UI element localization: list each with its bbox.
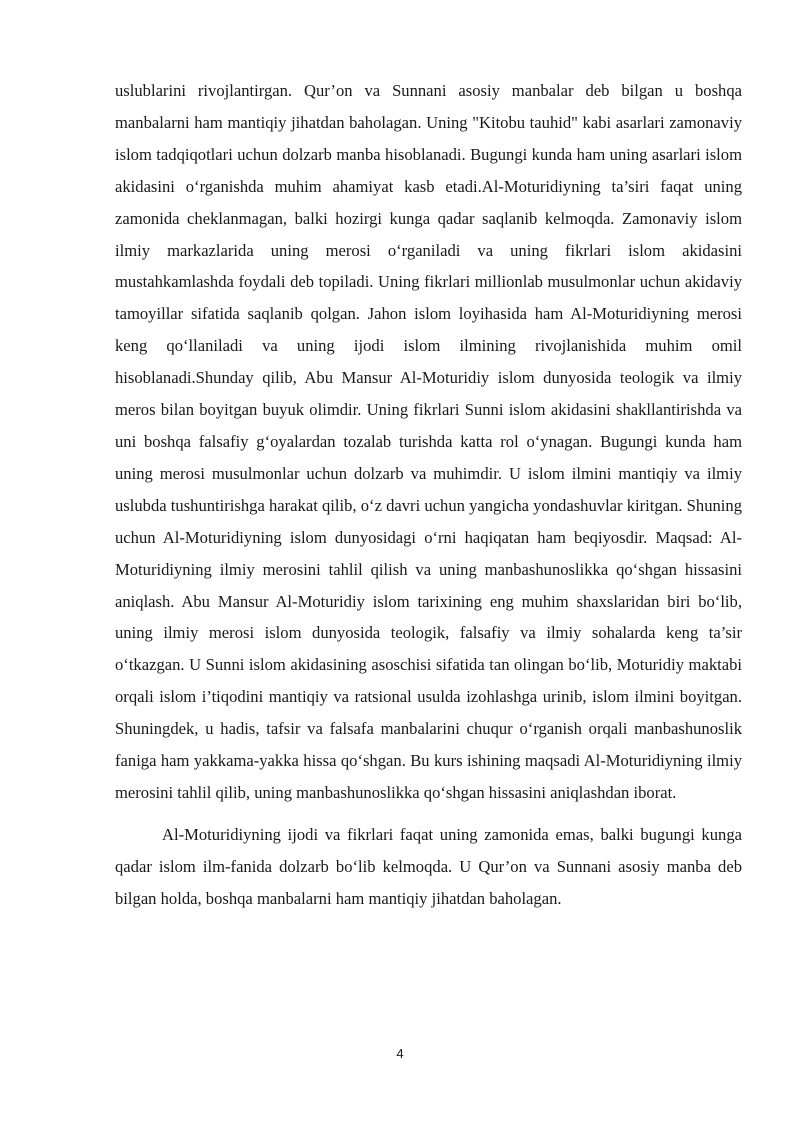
- page-number: 4: [396, 1046, 404, 1061]
- paragraph-continued: uslublarini rivojlantirgan. Qur’on va Sunnani asosiy manbalar deb bilgan u boshqa manbalarni ham mantiqiy jihatdan baholagan. Uning "Kitobu tauhid" kabi asarlari zamonaviy islom tadqiqotlari uchun dolzarb manba hisoblanadi. Bugungi kunda ham uning asarlari islom akidasini o‘rganishda muhim ahamiyat kasb etadi.Al-Moturidiyning ta’siri faqat uning zamonida cheklanmagan, balki hozirgi kunga qadar saqlanib kelmoqda. Zamonaviy islom ilmiy markazlarida uning merosi o‘rganiladi va uning fikrlari islom akidasini mustahkamlashda foydali deb topiladi. Uning fikrlari millionlab musulmonlar uchun akidaviy tamoyillar sifatida saqlanib qolgan. Jahon islom loyihasida ham Al-Moturidiyning merosi keng qo‘llaniladi va uning ijodi islom ilmining rivojlanishida muhim omil hisoblanadi.Shunday qilib, Abu Mansur Al-Moturidiy islom dunyosida teologik va ilmiy meros bilan boyitgan buyuk olimdir. Uning fikrlari Sunni islom akidasini shakllantirishda va uni boshqa falsafiy g‘oyalardan tozalab turishda katta rol o‘ynagan. Bugungi kunda ham uning merosi musulmonlar uchun dolzarb va muhimdir. U islom ilmini mantiqiy va ilmiy uslubda tushuntirishga harakat qilib, o‘z davri uchun yangicha yondashuvlar kiritgan. Shuning uchun Al-Moturidiyning islom dunyosidagi o‘rni haqiqatan ham beqiyosdir. Maqsad: Al-Moturidiyning ilmiy merosini tahlil qilish va uning manbashunoslikka qo‘shgan hissasini aniqlash. Abu Mansur Al-Moturidiy islom tarixining eng muhim shaxslaridan biri bo‘lib, uning ilmiy merosi islom dunyosida teologik, falsafiy va ilmiy sohalarda keng ta’sir o‘tkazgan. U Sunni islom akidasining asoschisi sifatida tan olingan bo‘lib, Moturidiy maktabi orqali islom i’tiqodini mantiqiy va ratsional usulda izohlashga urinib, islom ilmini boyitgan. Shuningdek, u hadis, tafsir va falsafa manbalarini chuqur o‘rganish orqali manbashunoslik faniga ham yakkama-yakka hissa qo‘shgan. Bu kurs ishining maqsadi Al-Moturidiyning ilmiy merosini tahlil qilib, uning manbashunoslikka qo‘shgan hissasini aniqlashdan iborat.: [115, 81, 742, 802]
- paragraph-indented: Al-Moturidiyning ijodi va fikrlari faqat uning zamonida emas, balki bugungi kunga qadar islom ilm-fanida dolzarb bo‘lib kelmoqda. U Qur’on va Sunnani asosiy manba deb bilgan holda, boshqa manbalarni ham mantiqiy jihatdan baholagan.: [115, 824, 742, 908]
- body-text: [115, 75, 742, 915]
